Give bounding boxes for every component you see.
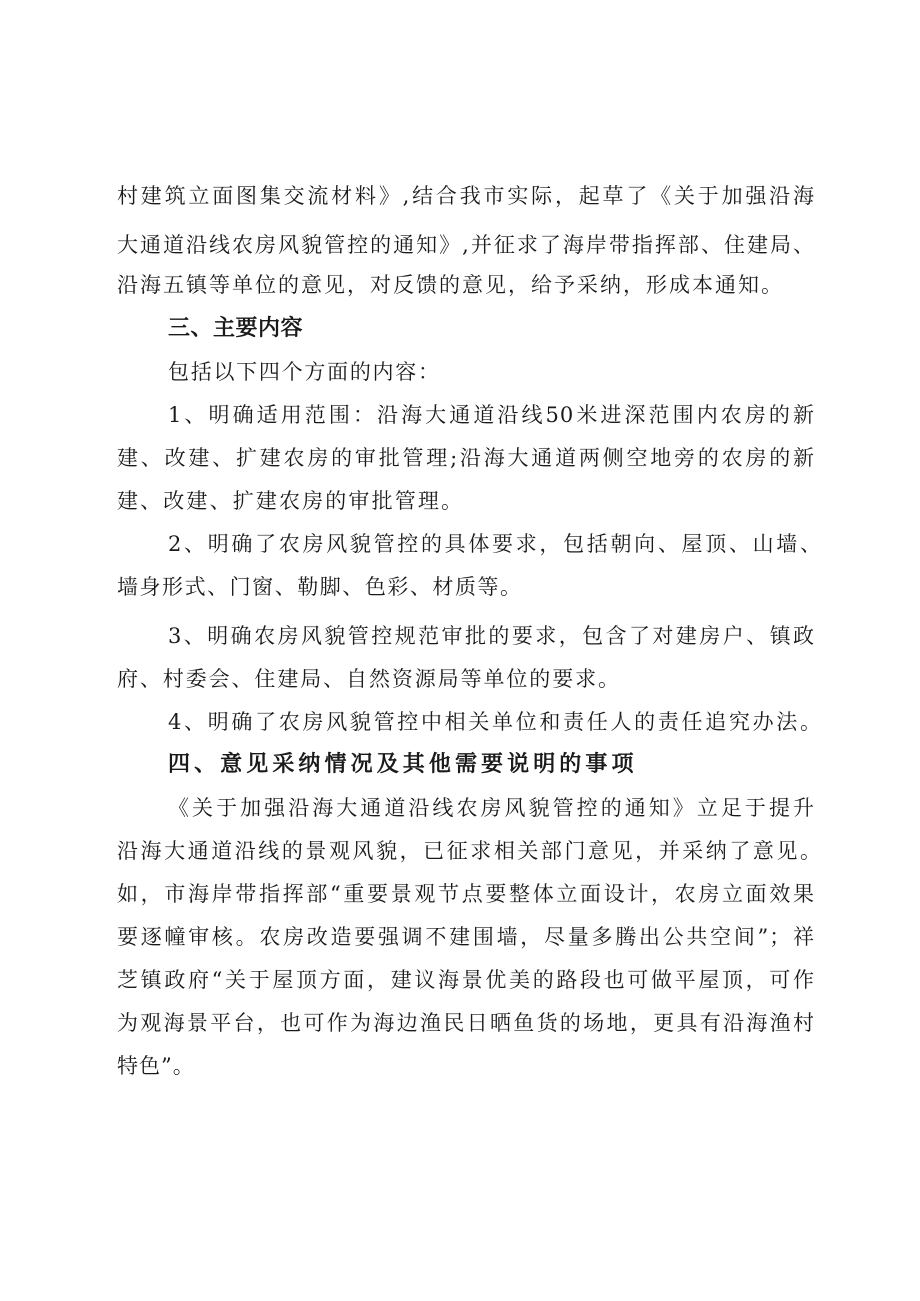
paragraph-text: 沿海大通道沿线的景观风貌，已征求相关部门意见，并采纳了意见。	[117, 839, 822, 863]
list-item-line	[0, 442, 920, 474]
section-heading-text: 四、意见采纳情况及其他需要说明的事项	[168, 752, 634, 777]
paragraph-line	[0, 1007, 920, 1039]
paragraph-text: 村建筑立面图集交流材料》,结合我市实际，起草了《关于加强沿海	[117, 184, 815, 208]
paragraph-line	[0, 229, 920, 261]
paragraph-text: 《关于加强沿海大通道沿线农房风貌管控的通知》立足于提升	[168, 796, 815, 820]
list-item-text: 墙身形式、门窗、勒脚、色彩、材质等。	[117, 575, 522, 599]
paragraph-text: 沿海五镇等单位的意见，对反馈的意见，给予采纳，形成本通知。	[117, 273, 783, 297]
list-item-text: 1、明确适用范围：沿海大通道沿线50米进深范围内农房的新	[168, 403, 815, 427]
list-item-line	[0, 399, 920, 431]
list-item-text: 建、改建、扩建农房的审批管理。	[117, 489, 463, 513]
list-item-text: 2、明确了农房风貌管控的具体要求，包括朝向、屋顶、山墙、	[168, 532, 822, 556]
paragraph-text: 包括以下四个方面的内容：	[168, 360, 440, 384]
paragraph-line	[0, 356, 920, 388]
paragraph-text: 要逐幢审核。农房改造要强调不建围墙，尽量多腾出公共空间”；祥	[117, 925, 815, 949]
paragraph-line	[0, 835, 920, 867]
paragraph-line	[0, 792, 920, 824]
list-item-text: 3、明确农房风貌管控规范审批的要求，包含了对建房户、镇政	[168, 624, 815, 648]
list-item-line	[0, 706, 920, 738]
section-heading	[0, 749, 920, 781]
paragraph-line	[0, 1050, 920, 1082]
list-item-line	[0, 571, 920, 603]
paragraph-text: 大通道沿线农房风貌管控的通知》,并征求了海岸带指挥部、住建局、	[117, 233, 815, 257]
paragraph-line	[0, 878, 920, 910]
list-item-line	[0, 528, 920, 560]
list-item-text: 4、明确了农房风貌管控中相关单位和责任人的责任追究办法。	[168, 710, 822, 734]
paragraph-text: 特色”。	[117, 1054, 195, 1078]
list-item-line	[0, 620, 920, 652]
list-item-text: 建、改建、扩建农房的审批管理;沿海大通道两侧空地旁的农房的新	[117, 446, 815, 470]
paragraph-line	[0, 269, 920, 301]
list-item-text: 府、村委会、住建局、自然资源局等单位的要求。	[117, 667, 620, 691]
paragraph-text: 芝镇政府“关于屋顶方面，建议海景优美的路段也可做平屋顶，可作	[117, 968, 815, 992]
list-item-line	[0, 485, 920, 517]
paragraph-line	[0, 921, 920, 953]
section-heading-text: 三、主要内容	[168, 316, 304, 341]
section-heading	[0, 313, 920, 345]
paragraph-line	[0, 964, 920, 996]
paragraph-text: 如，市海岸带指挥部“重要景观节点要整体立面设计，农房立面效果	[117, 882, 815, 906]
list-item-line	[0, 663, 920, 695]
paragraph-line	[0, 180, 920, 212]
paragraph-text: 为观海景平台，也可作为海边渔民日晒鱼货的场地，更具有沿海渔村	[117, 1011, 815, 1035]
